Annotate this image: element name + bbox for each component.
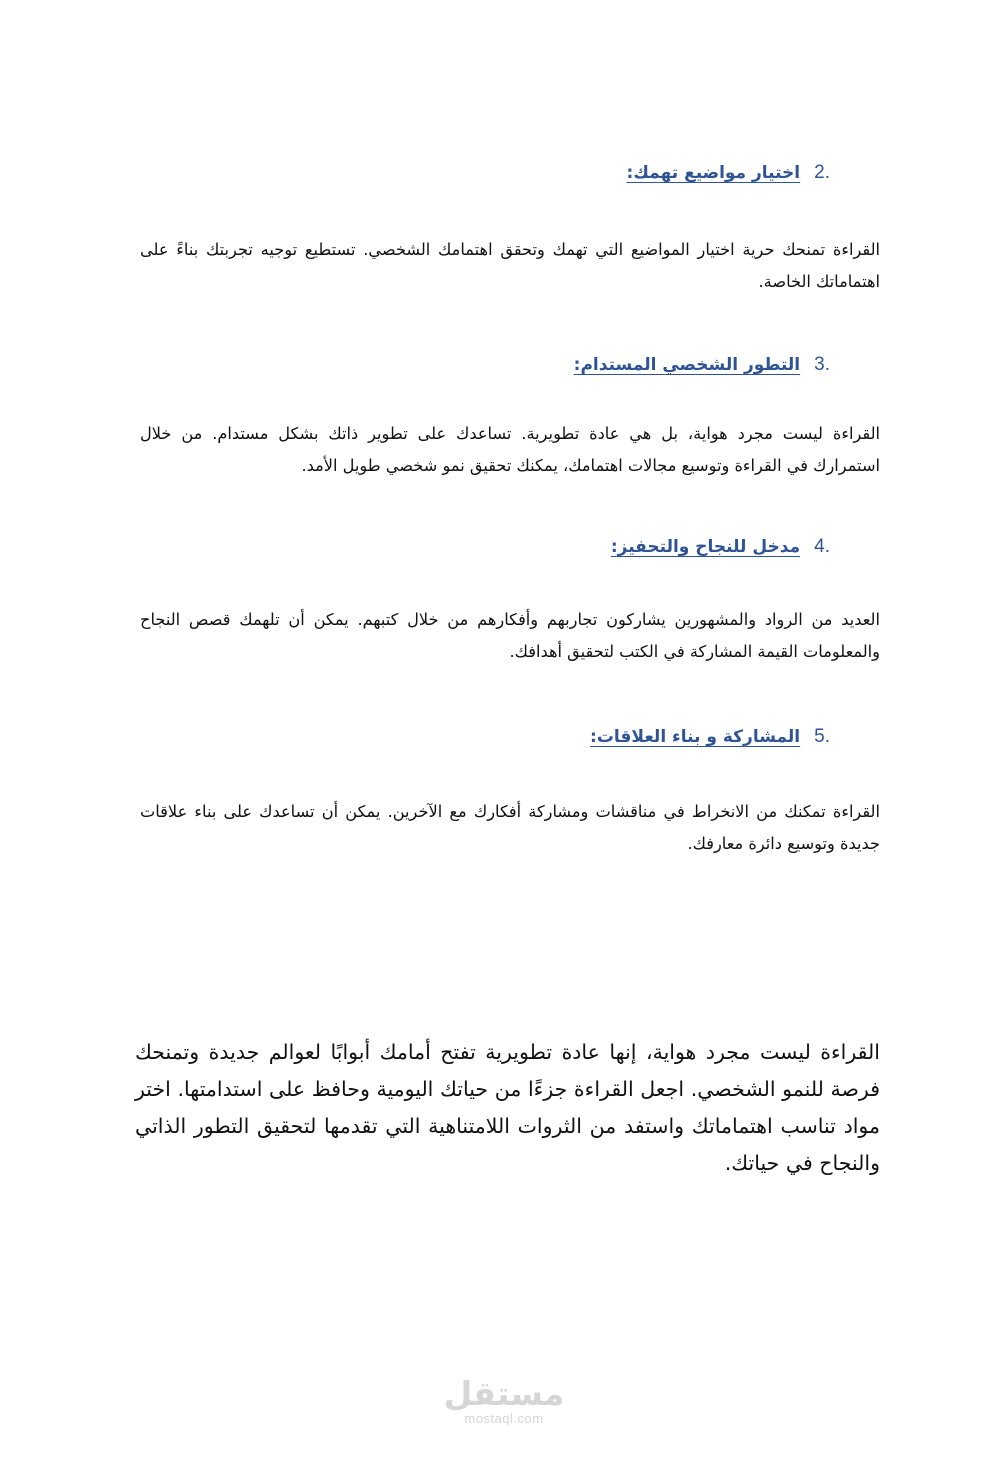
- section-heading-5: [590, 726, 830, 748]
- mostaql-watermark-logo: [436, 1376, 572, 1426]
- section-body-5: القراءة تمكنك من الانخراط في مناقشات ومشاركة أفكارك مع الآخرين. يمكن أن تساعدك على بناء علاقات جديدة وتوسيع دائرة معارفك.: [140, 802, 880, 853]
- section-body-3: القراءة ليست مجرد هواية، بل هي عادة تطويرية. تساعدك على تطوير ذاتك بشكل مستدام. من خلال استمرارك في القراءة وتوسيع مجالات اهتمامك، يمكنك تحقيق نمو شخصي طويل الأمد.: [140, 424, 880, 475]
- section-body-4: العديد من الرواد والمشهورين يشاركون تجاربهم وأفكارهم من خلال كتبهم. يمكن أن تلهمك قصص النجاح والمعلومات القيمة المشاركة في الكتب لتحقيق أهدافك.: [140, 610, 880, 661]
- watermark-latin: mostaql.com: [464, 1411, 544, 1426]
- section-heading-4: [611, 536, 830, 558]
- section-heading-3: [574, 354, 830, 376]
- section-number: 2.: [814, 162, 830, 183]
- conclusion-paragraph: القراءة ليست مجرد هواية، إنها عادة تطويرية تفتح أمامك أبوابًا لعوالم جديدة وتمنحك فرصة للنمو الشخصي. اجعل القراءة جزءًا من حياتك اليومية وحافظ على استدامتها. اختر مواد تناسب اهتماماتك واستفد من الثروات اللامتناهية التي تقدمها لتحقيق التطور الذاتي والنجاح في حياتك.: [135, 1040, 880, 1175]
- section-heading-2: [627, 162, 830, 184]
- section-number: 4.: [814, 536, 830, 557]
- section-title: المشاركة و بناء العلاقات:: [590, 727, 801, 747]
- section-title: مدخل للنجاح والتحفيز:: [610, 537, 801, 557]
- section-title: التطور الشخصي المستدام:: [573, 355, 801, 375]
- section-body-2: القراءة تمنحك حرية اختيار المواضيع التي تهمك وتحقق اهتمامك الشخصي. تستطيع توجيه تجربتك بناءً على اهتماماتك الخاصة.: [140, 240, 880, 291]
- section-number: 3.: [814, 354, 830, 375]
- section-title: اختيار مواضيع تهمك:: [626, 163, 801, 183]
- section-number: 5.: [814, 726, 830, 747]
- watermark-arabic: مستقل: [443, 1374, 565, 1413]
